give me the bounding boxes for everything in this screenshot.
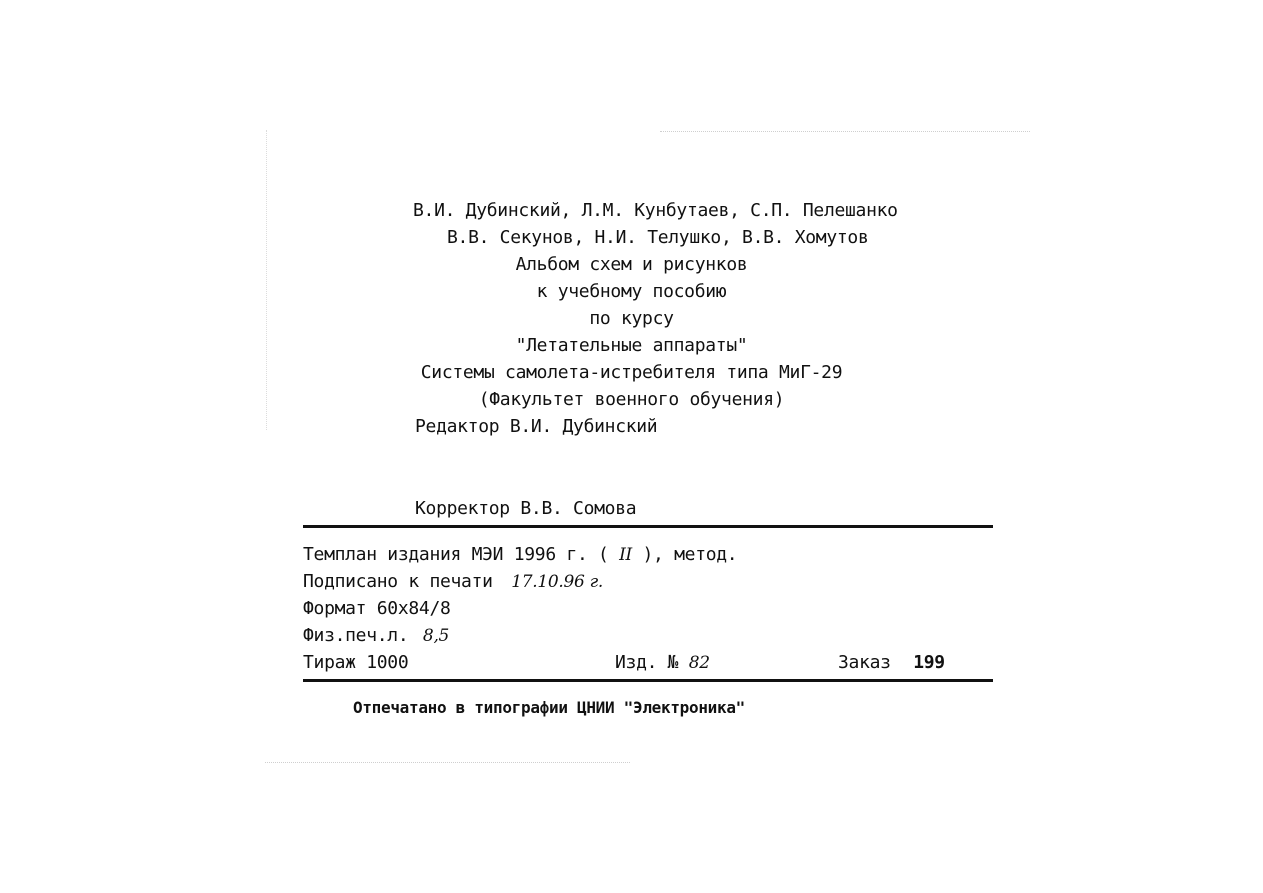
signed-value: 17.10.96 г.: [511, 572, 604, 592]
title-line-2: к учебному пособию: [536, 281, 727, 302]
plan-mark: II: [619, 545, 632, 565]
corrector-line: Корректор В.В. Сомова: [415, 498, 637, 519]
edition-value: 82: [688, 653, 710, 673]
title-line-6: (Факультет военного обучения): [478, 389, 785, 410]
title-line-4: "Летательные аппараты": [515, 335, 748, 356]
title-line-1: Альбом схем и рисунков: [515, 254, 748, 275]
title-line-5: Системы самолета-истребителя типа МиГ-29: [420, 362, 843, 383]
imprint-top-rule: [303, 525, 993, 528]
plan-prefix: Темплан издания МЭИ 1996 г. (: [303, 544, 609, 565]
authors-line-2: В.В. Секунов, Н.И. Телушко, В.В. Хомутов: [447, 227, 869, 248]
scan-artifact-bottom: [265, 762, 630, 763]
scan-artifact-left: [266, 130, 267, 430]
order-label: Заказ: [838, 652, 891, 673]
order-value: 199: [913, 652, 945, 673]
plan-suffix: ), метод.: [642, 544, 738, 565]
format-line: Формат 60х84/8: [303, 598, 451, 619]
signed-line: [303, 571, 603, 593]
imprint-bottom-rule: [303, 679, 993, 682]
sheets-line: [303, 625, 449, 647]
editor-line: Редактор В.И. Дубинский: [415, 416, 658, 437]
plan-line: [303, 544, 737, 566]
order-line: [838, 652, 945, 674]
sheets-label: Физ.печ.л.: [303, 625, 409, 646]
scan-artifact-top: [660, 131, 1030, 132]
edition-label: Изд. №: [615, 652, 679, 673]
signed-label: Подписано к печати: [303, 571, 493, 592]
circulation-line: Тираж 1000: [303, 652, 409, 673]
printed-by-line: Отпечатано в типографии ЦНИИ "Электроника": [353, 698, 745, 717]
authors-line-1: В.И. Дубинский, Л.М. Кунбутаев, С.П. Пелешанко: [413, 200, 898, 221]
sheets-value: 8,5: [422, 626, 450, 646]
title-line-3: по курсу: [589, 308, 674, 329]
edition-line: [615, 652, 710, 674]
